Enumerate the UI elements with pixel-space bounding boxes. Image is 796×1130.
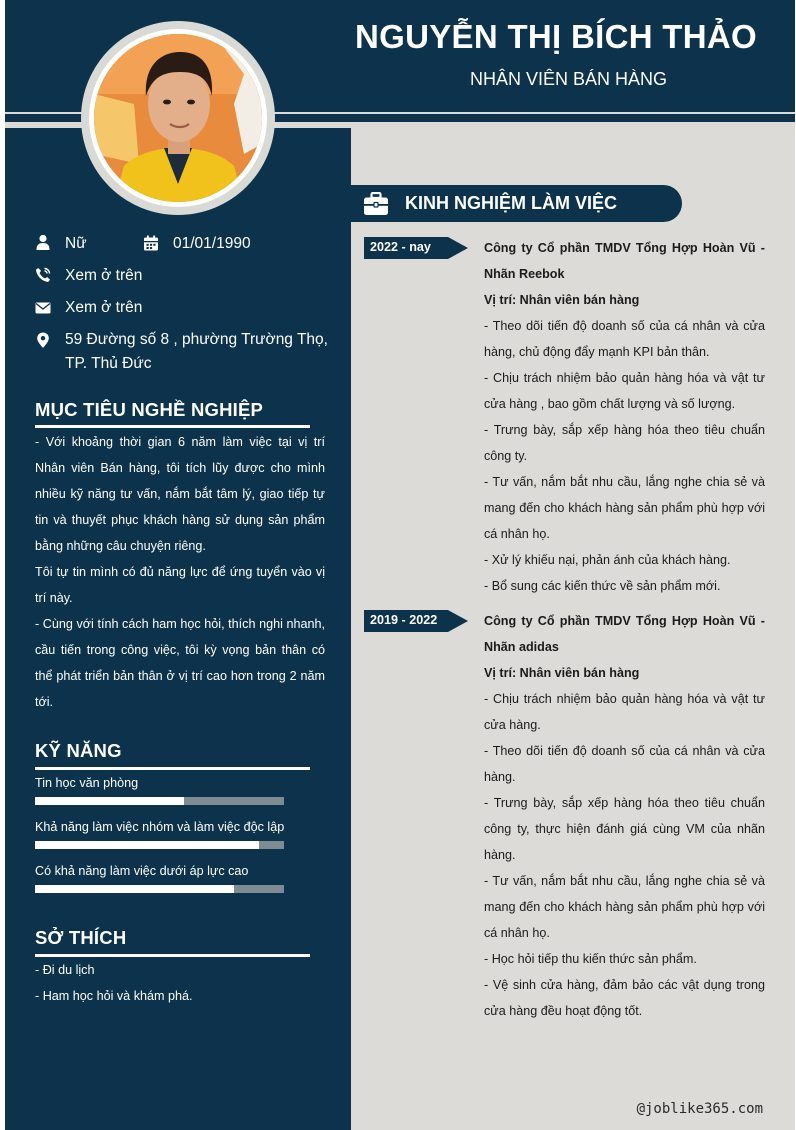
objective-text (35, 429, 325, 715)
calendar-icon (143, 235, 159, 251)
cv-page (5, 0, 795, 1130)
objective-rule (35, 425, 310, 428)
job-task: - Theo dõi tiến độ doanh số của cá nhân và cửa hàng, chủ động đẩy mạnh KPI bản thân. (484, 319, 765, 359)
objective-paragraph: Tôi tự tin mình có đủ năng lực để ứng tuyển vào vị trí này. (35, 565, 325, 605)
job-company: Công ty Cổ phần TMDV Tổng Hợp Hoàn Vũ - Nhãn Reebok (484, 241, 765, 281)
skill-bar-fill (35, 885, 234, 893)
avatar (94, 34, 262, 202)
job-task: - Xử lý khiếu nại, phản ánh của khách hàng. (484, 553, 731, 567)
job-task: - Trưng bày, sắp xếp hàng hóa theo tiêu chuẩn công ty. (484, 423, 765, 463)
job-entry (484, 235, 765, 599)
job-position: Vị trí: Nhân viên bán hàng (484, 293, 640, 307)
email-value: Xem ở trên (65, 299, 143, 316)
gender-value: Nữ (65, 235, 87, 252)
hobby-item: - Đi du lịch (35, 963, 95, 977)
sidebar (5, 128, 351, 1130)
email-icon (35, 300, 51, 316)
objective-heading: MỤC TIÊU NGHỀ NGHIỆP (35, 399, 264, 420)
job-task: - Tư vấn, nắm bắt nhu cầu, lắng nghe chia sẻ và mang đến cho khách hàng sản phẩm phù hợp với cá nhân họ. (484, 874, 765, 940)
location-pin-icon (35, 332, 51, 348)
job-task: - Theo dõi tiến độ doanh số của cá nhân và cửa hàng. (484, 744, 765, 784)
phone-value: Xem ở trên (65, 267, 143, 284)
skill-label: Khả năng làm việc nhóm và làm việc độc lập (35, 820, 285, 834)
person-icon (35, 234, 51, 250)
phone-icon (35, 267, 51, 283)
candidate-job-title: NHÂN VIÊN BÁN HÀNG (469, 69, 667, 89)
skill-bar (35, 797, 284, 805)
birthday-value: 01/01/1990 (173, 235, 251, 252)
job-task: - Chịu trách nhiệm bảo quản hàng hóa và vật tư cửa hàng. (484, 692, 765, 732)
objective-paragraph: - Với khoảng thời gian 6 năm làm việc tại vị trí Nhân viên Bán hàng, tôi tích lũy được cho mình nhiều kỹ năng tư vấn, nắm bắt tâm lý, giao tiếp tự tin và thuyết phục khách hàng sử dụng sản phẩm bằng những câu chuyện riêng. (35, 435, 325, 553)
objective-paragraph: - Cùng với tính cách ham học hỏi, thích nghi nhanh, cầu tiến trong công việc, tôi kỳ vọng bản thân có thể phát triển bản thân ở vị trí cao hơn trong 2 năm tới. (35, 617, 325, 709)
hobby-item: - Ham học hỏi và khám phá. (35, 989, 193, 1003)
skill-label: Tin học văn phòng (35, 776, 139, 790)
job-period: 2019 - 2022 (370, 613, 438, 627)
skill-label: Có khả năng làm việc dưới áp lực cao (35, 864, 249, 878)
job-task: - Bổ sung các kiến thức về sản phẩm mới. (484, 579, 721, 593)
job-task: - Học hỏi tiếp thu kiến thức sản phẩm. (484, 952, 697, 966)
job-position: Vị trí: Nhân viên bán hàng (484, 666, 640, 680)
job-task: - Chịu trách nhiệm bảo quản hàng hóa và vật tư cửa hàng , bao gồm chất lượng và số lượng. (484, 371, 765, 411)
skill-bar-fill (35, 841, 259, 849)
candidate-name: NGUYỄN THỊ BÍCH THẢO (355, 18, 757, 55)
job-task: - Trưng bày, sắp xếp hàng hóa theo tiêu chuẩn công ty, thực hiện đánh giá cùng VM của nhãn hàng. (484, 796, 765, 862)
skills-rule (35, 767, 310, 770)
skill-bar (35, 841, 284, 849)
job-period: 2022 - nay (370, 240, 431, 254)
job-task: - Vệ sinh cửa hàng, đảm bảo các vật dụng trong cửa hàng đều hoạt động tốt. (484, 978, 765, 1018)
experience-heading: KINH NGHIỆM LÀM VIỆC (405, 193, 618, 213)
hobbies-list (35, 957, 325, 1009)
briefcase-icon (363, 192, 389, 216)
job-company: Công ty Cổ phần TMDV Tổng Hợp Hoàn Vũ - Nhãn adidas (484, 614, 765, 654)
job-task: - Tư vấn, nắm bắt nhu cầu, lắng nghe chia sẻ và mang đến cho khách hàng sản phẩm phù hợp với cá nhân họ. (484, 475, 765, 541)
experience-section-header (351, 185, 682, 222)
skills-heading: KỸ NĂNG (35, 740, 122, 761)
skill-bar (35, 885, 284, 893)
skill-bar-fill (35, 797, 184, 805)
job-entry (484, 608, 765, 1024)
site-watermark: @joblike365.com (636, 1101, 763, 1117)
hobbies-heading: SỞ THÍCH (35, 927, 127, 948)
address-value: 59 Đường số 8 , phường Trường Thọ, TP. Thủ Đức (65, 331, 328, 372)
